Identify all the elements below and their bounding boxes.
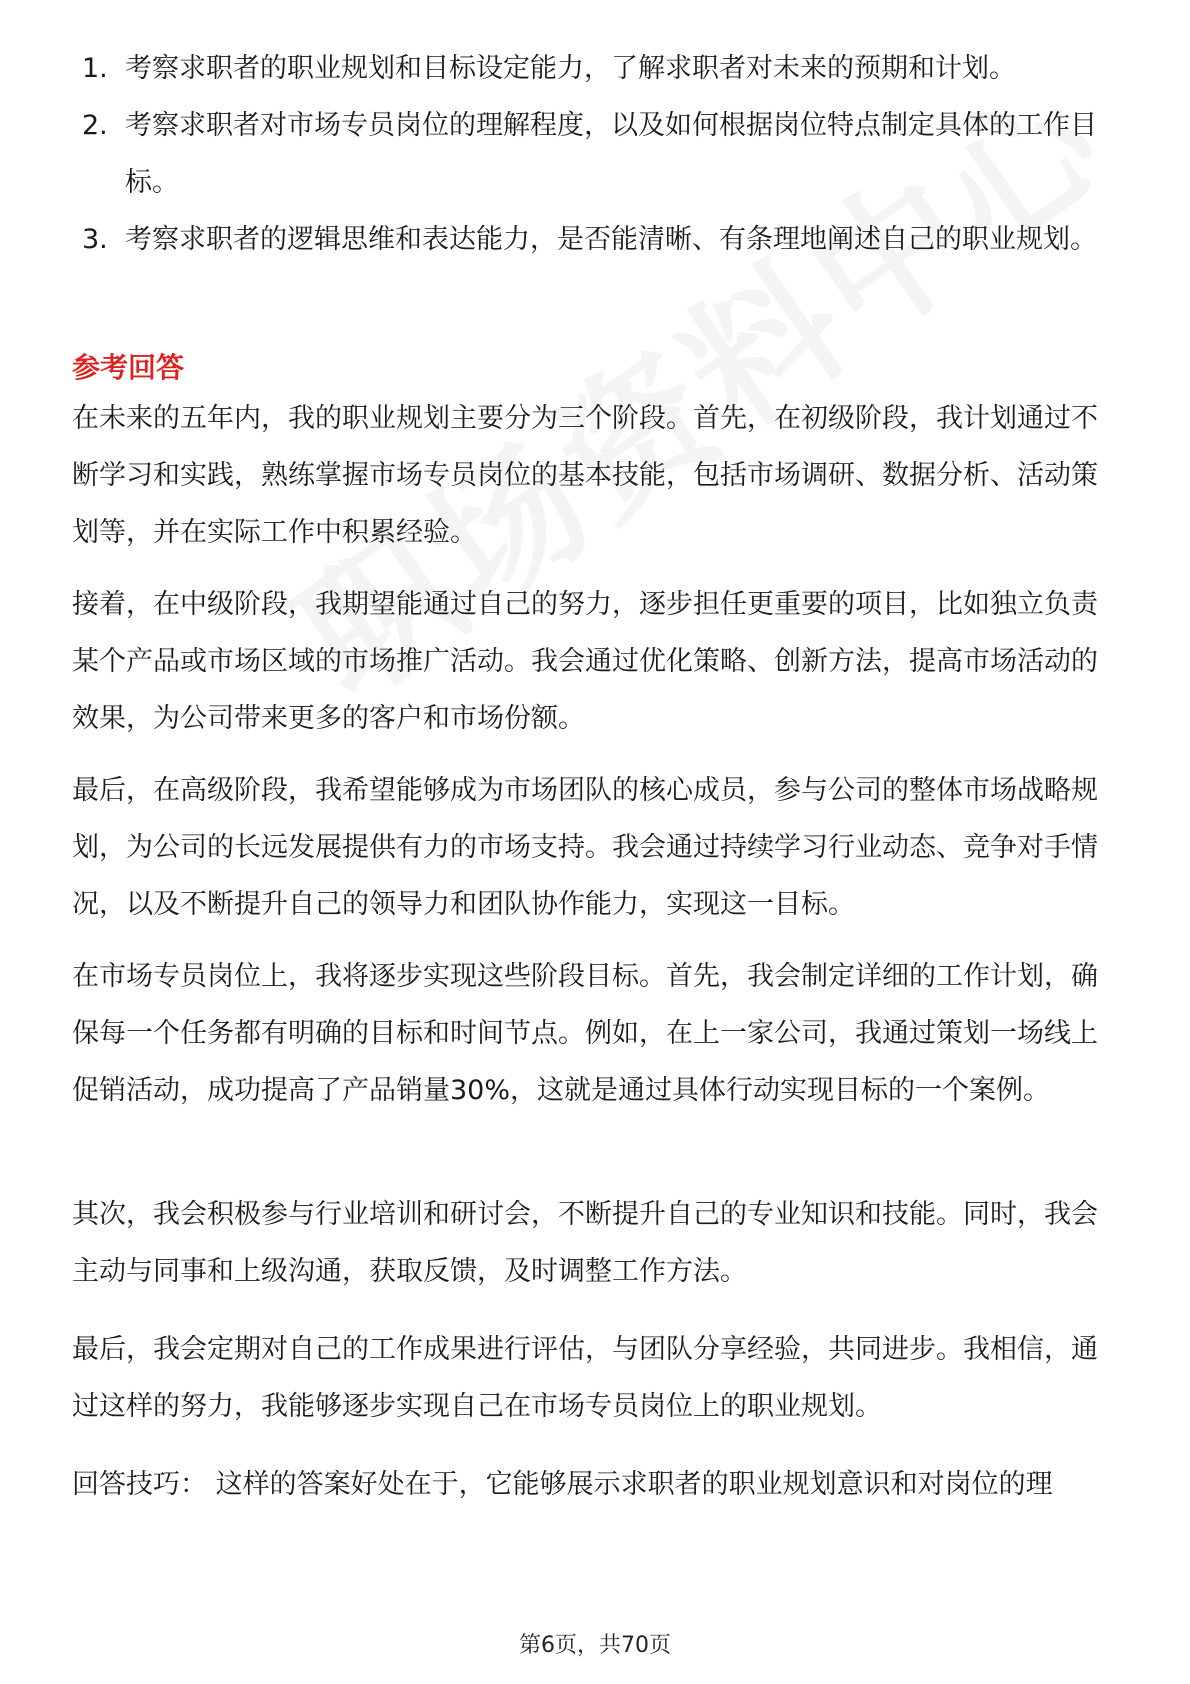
list-item xyxy=(82,40,1115,97)
list-item-number: 1. xyxy=(82,53,108,84)
list-item xyxy=(82,211,1115,268)
page-footer: 第6页，共70页 xyxy=(519,1633,671,1658)
paragraph: 最后，我会定期对自己的工作成果进行评估，与团队分享经验，共同进步。我相信，通过这样的努力，我能够逐步实现自己在市场专员岗位上的职业规划。 xyxy=(72,1334,1098,1422)
list-item-text: 考察求职者对市场专员岗位的理解程度，以及如何根据岗位特点制定具体的工作目标。 xyxy=(125,110,1097,198)
list-item-number: 3. xyxy=(82,224,108,255)
list-item-text: 考察求职者的职业规划和目标设定能力，了解求职者对未来的预期和计划。 xyxy=(125,53,1016,84)
list-item-number: 2. xyxy=(82,110,108,141)
paragraph: 在市场专员岗位上，我将逐步实现这些阶段目标。首先，我会制定详细的工作计划，确保每一个任务都有明确的目标和时间节点。例如，在上一家公司，我通过策划一场线上促销活动，成功提高了产品销量30%，这就是通过具体行动实现目标的一个案例。 xyxy=(72,961,1098,1106)
paragraph: 其次，我会积极参与行业培训和研讨会，不断提升自己的专业知识和技能。同时，我会主动与同事和上级沟通，获取反馈，及时调整工作方法。 xyxy=(72,1199,1098,1287)
paragraph: 接着，在中级阶段，我期望能通过自己的努力，逐步担任更重要的项目，比如独立负责某个产品或市场区域的市场推广活动。我会通过优化策略、创新方法，提高市场活动的效果，为公司带来更多的客户和市场份额。 xyxy=(72,589,1098,734)
paragraph: 在未来的五年内，我的职业规划主要分为三个阶段。首先，在初级阶段，我计划通过不断学习和实践，熟练掌握市场专员岗位的基本技能，包括市场调研、数据分析、活动策划等，并在实际工作中积累经验。 xyxy=(72,403,1098,548)
section-heading: 参考回答 xyxy=(72,351,185,384)
paragraph-answer-tips: 回答技巧： 这样的答案好处在于，它能够展示求职者的职业规划意识和对岗位的理 xyxy=(72,1469,1053,1500)
list-item-text: 考察求职者的逻辑思维和表达能力，是否能清晰、有条理地阐述自己的职业规划。 xyxy=(125,224,1097,255)
criteria-list xyxy=(0,40,1190,268)
paragraph: 最后，在高级阶段，我希望能够成为市场团队的核心成员，参与公司的整体市场战略规划，为公司的长远发展提供有力的市场支持。我会通过持续学习行业动态、竞争对手情况，以及不断提升自己的领导力和团队协作能力，实现这一目标。 xyxy=(72,775,1098,920)
list-item xyxy=(82,97,1115,211)
